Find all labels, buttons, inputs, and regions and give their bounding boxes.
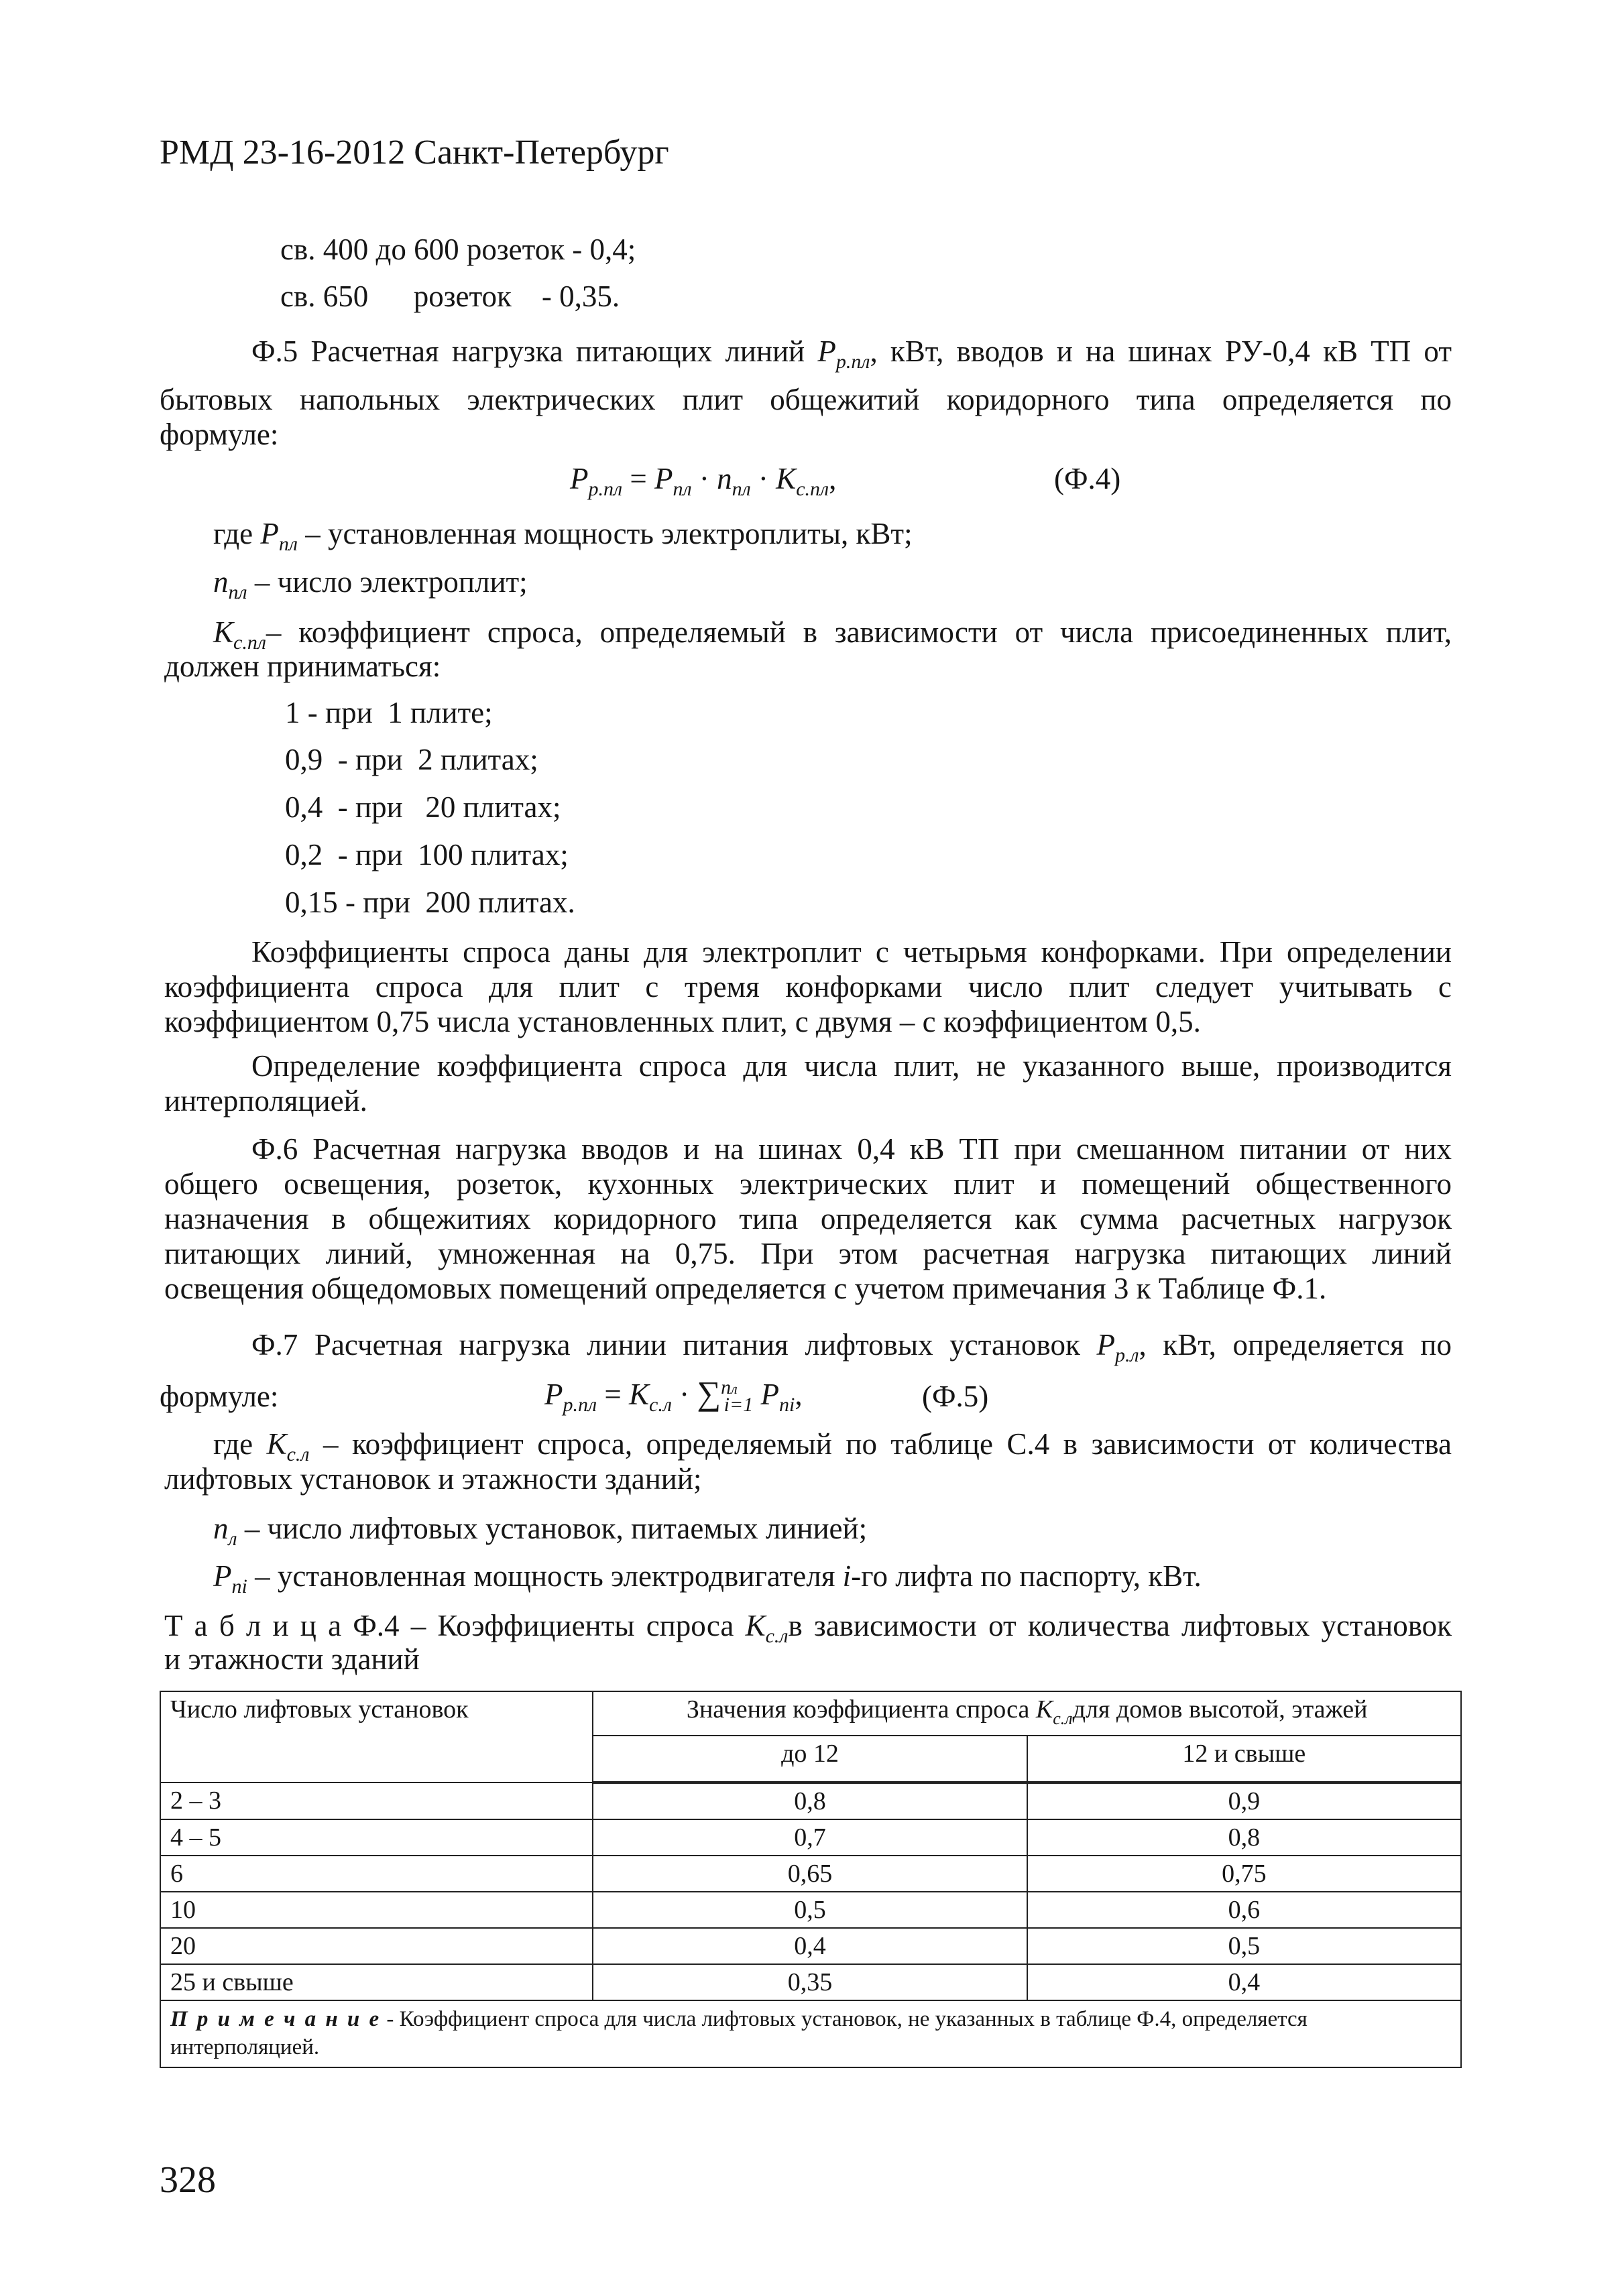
table-cell: 2 – 3 — [160, 1783, 593, 1819]
table-cell: 25 и свыше — [160, 1964, 593, 2000]
table-caption-line-2: и этажности зданий — [164, 1642, 420, 1676]
f6-line-5: освещения общедомовых помещений определяется с учетом примечания 3 к Таблице Ф.1. — [164, 1272, 1327, 1305]
table-cell: 0,35 — [593, 1964, 1027, 2000]
f7-where-n: $n_л$ – число лифтовых установок, питаемых линией; — [213, 1512, 868, 1550]
kspl-value-2: 0,9 - при 2 плитах; — [285, 743, 538, 776]
table-row — [160, 1964, 1461, 2000]
table-header-row — [160, 1691, 1461, 1736]
para1-line-1: Коэффициенты спроса даны для электроплит с четырьмя конфорками. При определении — [251, 935, 1452, 969]
table-cell: 0,5 — [1027, 1928, 1461, 1964]
kspl-value-3: 0,4 - при 20 плитах; — [285, 790, 561, 824]
intro-line-2: св. 650 розеток - 0,35. — [280, 280, 620, 313]
where-k-line: $K_{с.пл}-$ коэффициент спроса, определяемый в зависимости от числа присоединенных плит, — [213, 615, 1452, 654]
f5-line-1: Ф.5 Расчетная нагрузка питающих линий $P_{р.пл}$, кВт, вводов и на шинах РУ-0,4 кВ ТП от — [251, 335, 1452, 373]
table-note: П р и м е ч а н и е - Коэффициент спроса для числа лифтовых установок, не указанных в таблице Ф.4, определяется интерполяцией. — [160, 2000, 1461, 2067]
f5-line-2: бытовых напольных электрических плит общежитий коридорного типа определяется по — [160, 383, 1452, 416]
table-cell: 0,6 — [1027, 1892, 1461, 1928]
table-cell: 0,4 — [593, 1928, 1027, 1964]
table-cell: 0,75 — [1027, 1856, 1461, 1892]
table-note-row — [160, 2000, 1461, 2067]
table-cell: 0,4 — [1027, 1964, 1461, 2000]
demand-coefficient-table — [160, 1691, 1462, 2068]
table-cell: 0,9 — [1027, 1783, 1461, 1819]
subheader-12-plus: 12 и свыше — [1027, 1736, 1461, 1783]
para2-line-2: интерполяцией. — [164, 1084, 367, 1117]
table-row — [160, 1856, 1461, 1892]
table-row — [160, 1819, 1461, 1856]
table-cell: 10 — [160, 1892, 593, 1928]
f7-where-k: где $K_{с.л}$ – коэффициент спроса, определяемый по таблице С.4 в зависимости от количества — [213, 1427, 1452, 1465]
eq-number-f5: (Ф.5) — [922, 1380, 989, 1413]
f6-line-3: назначения в общежитиях коридорного типа определяется как сумма расчетных нагрузок — [164, 1202, 1452, 1235]
table-cell: 0,65 — [593, 1856, 1027, 1892]
where-p-line: где $P_{пл}$ – установленная мощность электроплиты, кВт; — [213, 517, 913, 555]
intro-line-1: св. 400 до 600 розеток - 0,4; — [280, 233, 636, 266]
table-cell: 20 — [160, 1928, 593, 1964]
where-k-line-2: должен приниматься: — [164, 650, 441, 683]
f7-line-1: Ф.7 Расчетная нагрузка линии питания лифтовых установок $P_{р.л}$, кВт, определяется по — [251, 1328, 1452, 1366]
table-row — [160, 1928, 1461, 1964]
f7-formula-label: формуле: — [160, 1380, 279, 1413]
table-cell: 0,8 — [593, 1783, 1027, 1819]
para2-line-1: Определение коэффициента спроса для числа плит, не указанного выше, производится — [251, 1049, 1452, 1083]
f6-line-1: Ф.6 Расчетная нагрузка вводов и на шинах 0,4 кВ ТП при смешанном питании от них — [251, 1132, 1452, 1166]
where-n-line: $n_{пл}$ – число электроплит; — [213, 565, 528, 603]
formula-f4: $P_{р.пл} = P_{пл} \cdot n_{пл} \cdot K_{с.пл}$, — [570, 462, 837, 500]
f6-line-4: питающих линий, умноженная на 0,75. При этом расчетная нагрузка питающих линий — [164, 1237, 1452, 1270]
f7-where-p: $P_{ni}$ – установленная мощность электродвигателя i-го лифта по паспорту, кВт. — [213, 1559, 1202, 1597]
table-cell: 6 — [160, 1856, 593, 1892]
table-row — [160, 1892, 1461, 1928]
f6-line-2: общего освещения, розеток, кухонных электрических плит и помещений общественного — [164, 1167, 1452, 1201]
f5-line-3: формуле: — [160, 418, 279, 451]
col1-header: Число лифтовых установок — [160, 1691, 593, 1783]
para1-line-3: коэффициентом 0,75 числа установленных плит, с двумя – с коэффициентом 0,5. — [164, 1005, 1201, 1038]
para1-line-2: коэффициента спроса для плит с тремя конфорками число плит следует учитывать с — [164, 970, 1452, 1004]
table-cell: 0,8 — [1027, 1819, 1461, 1856]
kspl-value-5: 0,15 - при 200 плитах. — [285, 886, 575, 919]
formula-f5: $P_{р.пл} = K_{с.л} \cdot \sum^{nл}_{i=1}$ $P_{ni}$, — [544, 1374, 803, 1416]
table-row — [160, 1783, 1461, 1819]
page-header: РМД 23-16-2012 Санкт-Петербург — [160, 133, 669, 172]
subheader-to-12: до 12 — [593, 1736, 1027, 1783]
table-cell: 0,5 — [593, 1892, 1027, 1928]
f7-where-k-2: лифтовых установок и этажности зданий; — [164, 1462, 702, 1496]
table-cell: 0,7 — [593, 1819, 1027, 1856]
group-header: Значения коэффициента спроса $K_{с.л}для$ домов высотой, этажей — [593, 1691, 1461, 1736]
page-number: 328 — [160, 2159, 216, 2201]
kspl-value-4: 0,2 - при 100 плитах; — [285, 838, 569, 871]
kspl-value-1: 1 - при 1 плите; — [285, 696, 493, 729]
table-caption: Т а б л и ц а Ф.4 – Коэффициенты спроса $K_{с.л}в$ зависимости от количества лифтовых установок — [164, 1609, 1452, 1647]
eq-number-f4: (Ф.4) — [1054, 462, 1121, 495]
table-cell: 4 – 5 — [160, 1819, 593, 1856]
